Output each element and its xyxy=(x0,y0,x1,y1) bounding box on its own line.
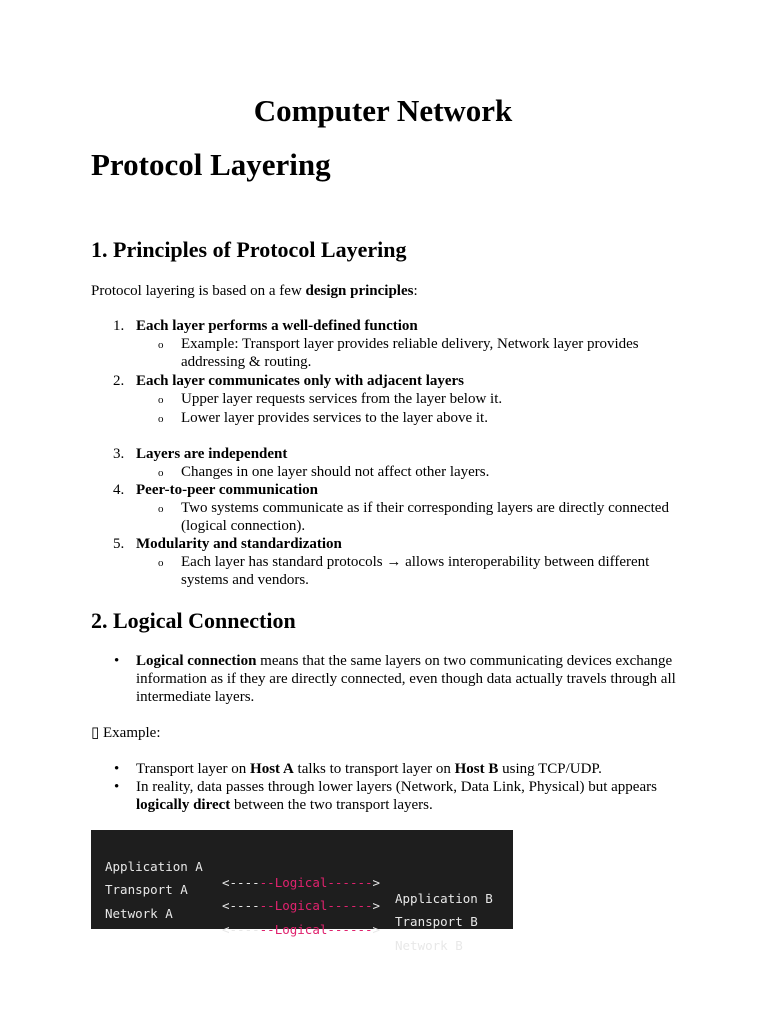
definition-term: Logical connection xyxy=(136,653,257,669)
code-arrow xyxy=(222,875,380,891)
arrow-end: > xyxy=(372,922,381,937)
sub-bullet-marker: o xyxy=(158,413,164,425)
item-title: Peer-to-peer communication xyxy=(136,482,319,498)
text-run: In reality, data passes through lower layers (Network, Data Link, Physical) but appears xyxy=(136,779,657,795)
example-text: Example: xyxy=(99,725,161,741)
code-left-label: Application A xyxy=(105,859,203,874)
sub-item-text: Upper layer requests services from the layer below it. xyxy=(181,391,503,407)
intro-colon: : xyxy=(413,283,418,299)
arrow-start: <---- xyxy=(222,875,260,890)
code-right-label: Network B xyxy=(395,938,463,953)
bullet-marker: • xyxy=(114,779,120,795)
arrow-logical: --Logical------ xyxy=(259,922,373,937)
definition-body: means that the same layers on two communicating devices exchange information as if they are directly connected, even though data actually travels through all intermediate layers. xyxy=(136,653,676,705)
sub-item-text: Two systems communicate as if their corresponding layers are directly connected (logical connection). xyxy=(181,500,669,534)
sub-item-text: Changes in one layer should not affect other layers. xyxy=(181,464,490,480)
arrow-logical: --Logical------ xyxy=(259,898,373,913)
code-right-label: Application B xyxy=(395,891,493,906)
bullet-marker: • xyxy=(114,653,120,669)
sub-bullet-marker: o xyxy=(158,394,164,406)
code-block xyxy=(91,830,513,953)
bullet-marker: • xyxy=(114,761,120,777)
sub-bullet-marker: o xyxy=(158,467,164,479)
item-number: 4. xyxy=(113,482,125,498)
item-title: Layers are independent xyxy=(136,446,288,462)
sub-item-text: Example: Transport layer provides reliable delivery, Network layer provides addressing & routing. xyxy=(181,336,639,370)
intro-text: Protocol layering is based on a few xyxy=(91,283,306,299)
sub-bullet-marker: o xyxy=(158,503,164,515)
code-left-label: Network A xyxy=(105,906,173,921)
text-run: Transport layer on xyxy=(136,761,251,777)
text-run: using TCP/UDP. xyxy=(498,761,602,777)
code-right-label: Transport B xyxy=(395,914,478,929)
item-number: 3. xyxy=(113,446,125,462)
sub-item-text: Each layer has standard protocols → allows interoperability between different systems and vendors. xyxy=(181,554,650,588)
item-title: Each layer performs a well-defined function xyxy=(136,318,418,334)
main-heading: Protocol Layering xyxy=(91,147,331,182)
section-1-intro xyxy=(91,282,418,300)
example-label xyxy=(91,724,161,742)
text-run: talks to transport layer on xyxy=(293,761,455,777)
sub-bullet-marker: o xyxy=(158,339,164,351)
document-title: Computer Network xyxy=(253,93,513,128)
arrow-end: > xyxy=(372,875,381,890)
item-number: 1. xyxy=(113,318,125,334)
bold-run: logically direct xyxy=(136,797,231,813)
item-number: 5. xyxy=(113,536,125,552)
bold-run: Host A xyxy=(250,761,294,777)
section-2-heading: 2. Logical Connection xyxy=(91,608,296,633)
arrow-start: <---- xyxy=(222,898,260,913)
code-left-label: Transport A xyxy=(105,882,188,897)
code-arrow xyxy=(222,922,380,938)
arrow-end: > xyxy=(372,898,381,913)
placeholder-glyph-icon: ▯ xyxy=(91,725,100,741)
arrow-logical: --Logical------ xyxy=(259,875,373,890)
principle-1-sub-1 xyxy=(91,335,681,371)
item-title: Each layer communicates only with adjacent layers xyxy=(136,373,465,389)
code-arrow xyxy=(222,898,380,914)
item-title: Modularity and standardization xyxy=(136,536,342,552)
definition-text xyxy=(136,652,681,706)
sub-bullet-marker: o xyxy=(158,557,164,569)
sub-item-text: Lower layer provides services to the layer above it. xyxy=(181,410,488,426)
example-text-2 xyxy=(136,778,681,814)
bold-run: Host B xyxy=(454,761,499,777)
example-text-1 xyxy=(136,760,681,778)
arrow-start: <---- xyxy=(222,922,260,937)
section-1-heading: 1. Principles of Protocol Layering xyxy=(91,237,407,262)
intro-bold-text: design principles xyxy=(305,283,414,299)
text-run: between the two transport layers. xyxy=(230,797,433,813)
item-number: 2. xyxy=(113,373,125,389)
